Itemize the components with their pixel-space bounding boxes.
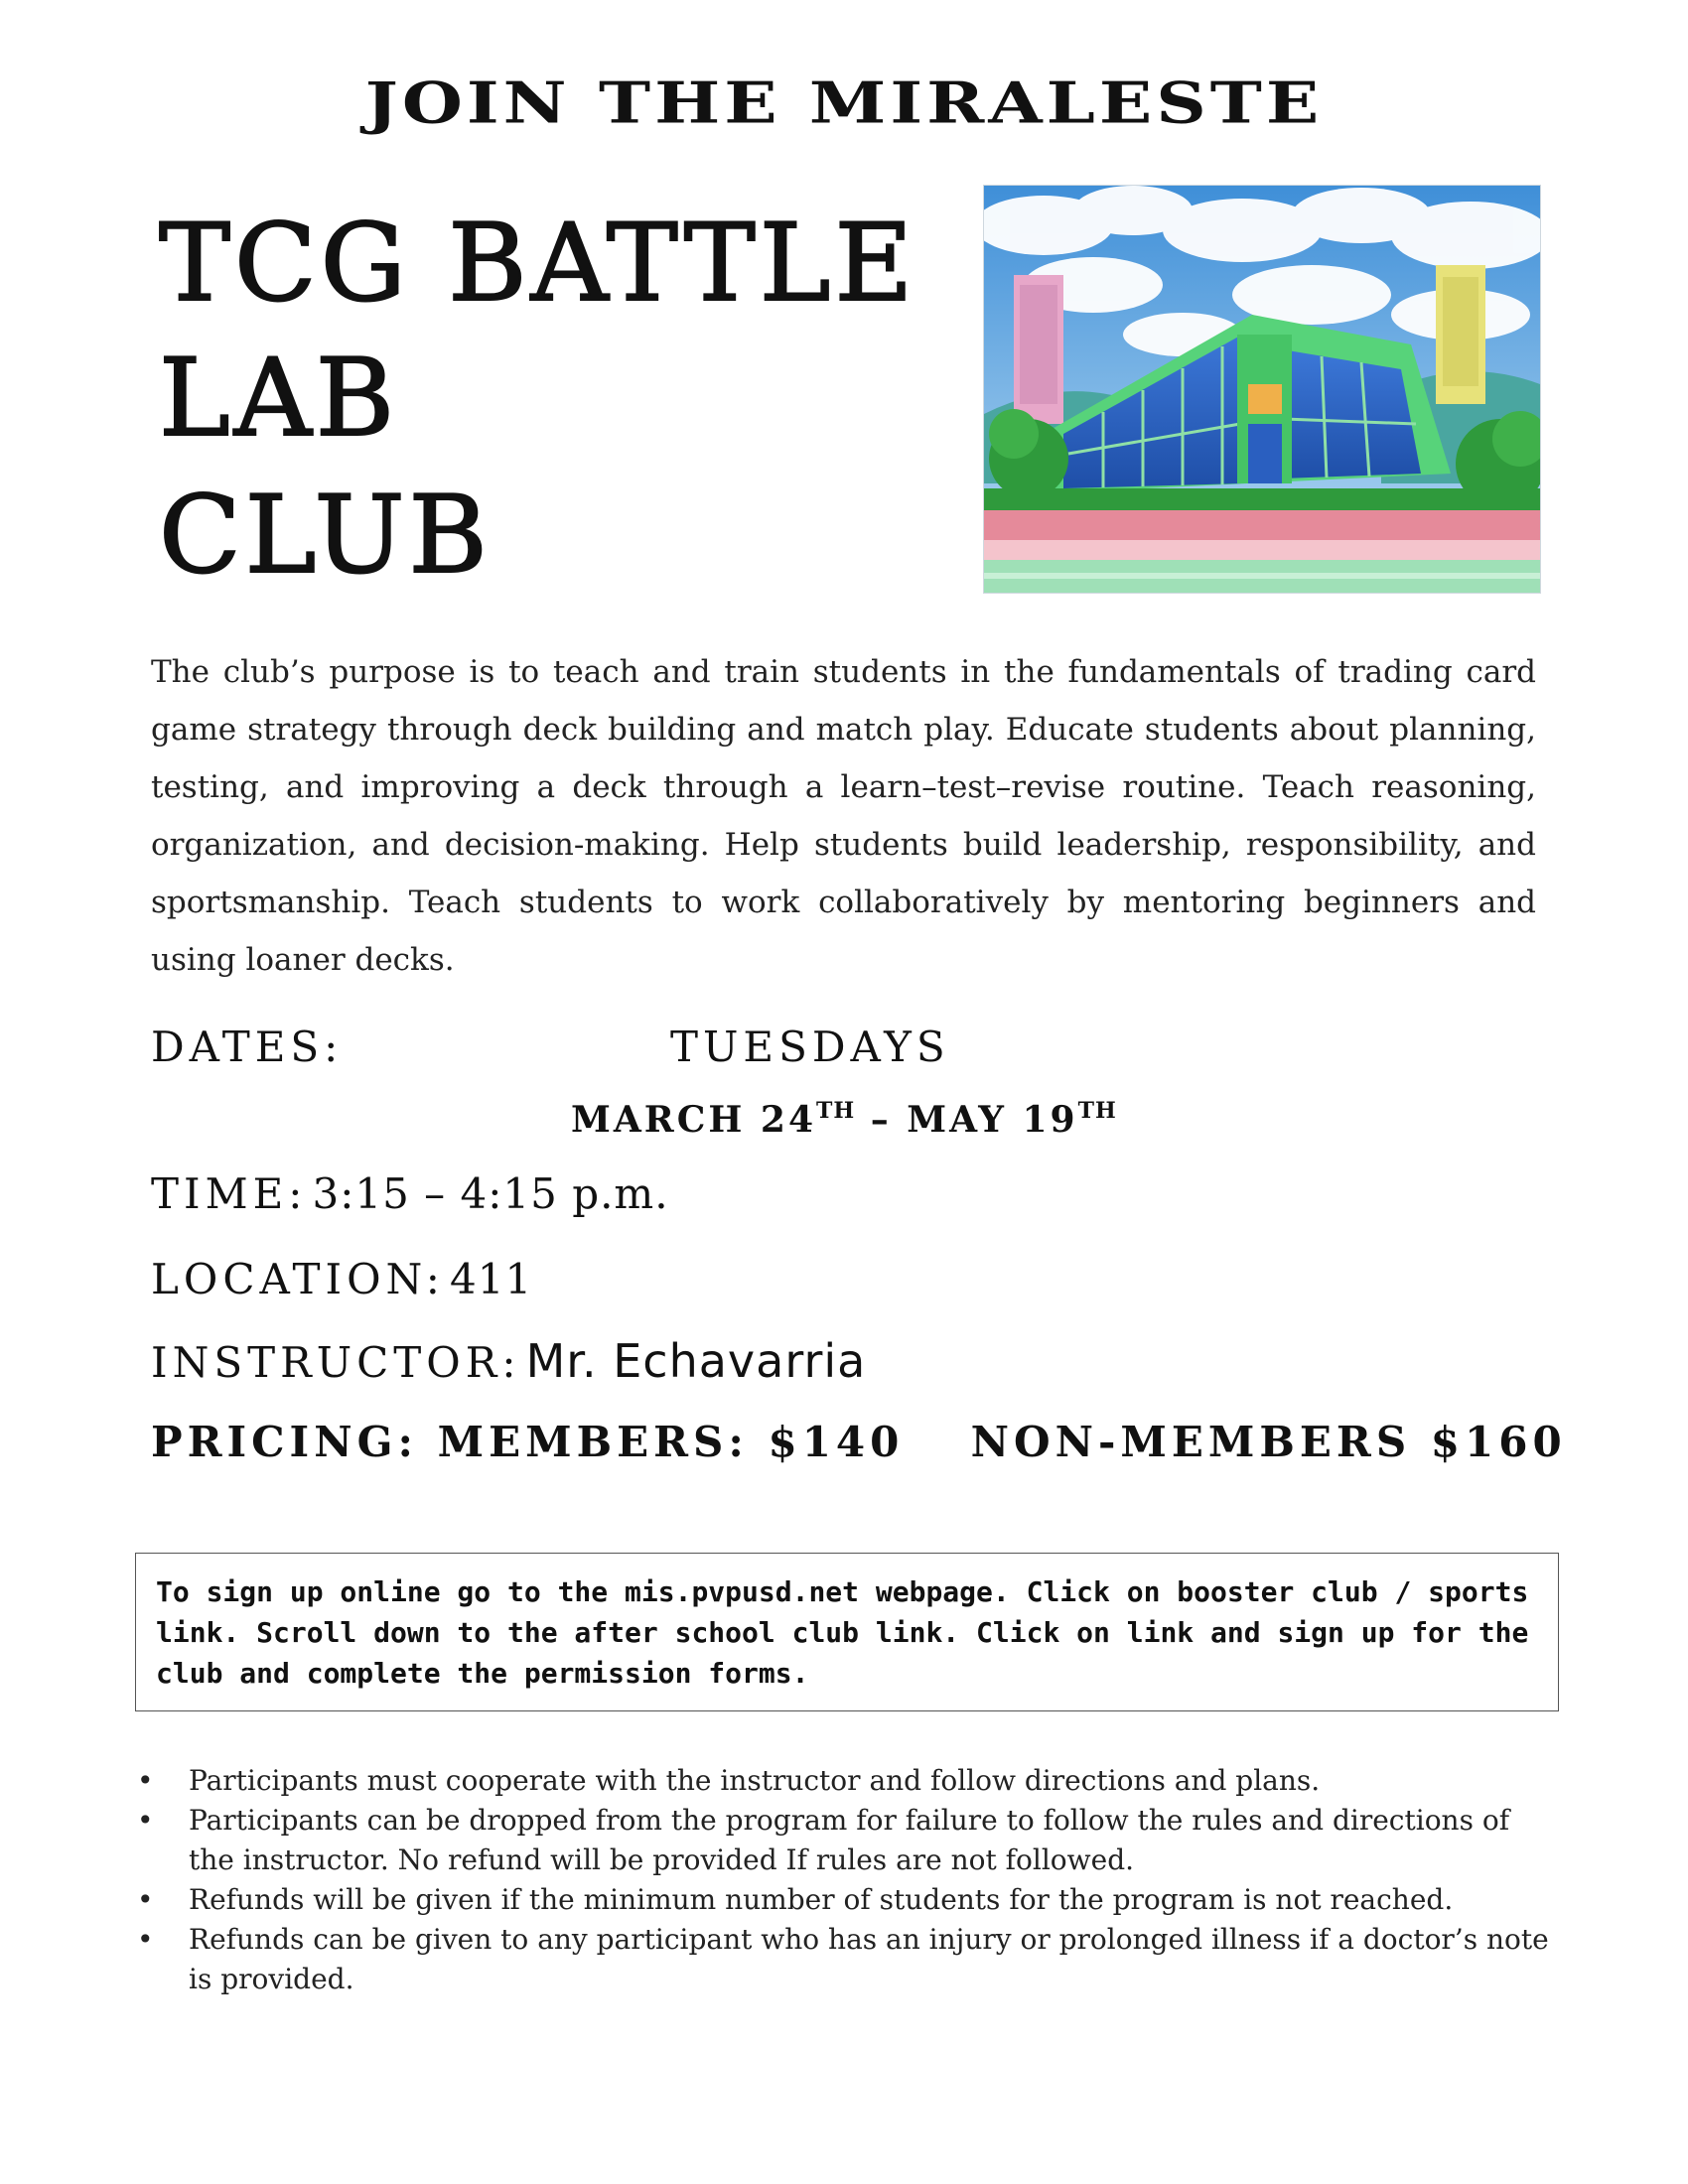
- list-item: [129, 1920, 1559, 1999]
- club-purpose-paragraph: The club’s purpose is to teach and train students in the fundamentals of trading card game strategy through deck building and match play. Educate students about planning, testing, and improving a deck through a learn–test–revise routine. Teach reasoning, organization, and decision-making. Help students build leadership, responsibility, and sportsmanship. Teach students to work collaboratively by mentoring beginners and using loaner decks.: [151, 654, 1536, 978]
- rule-text: Refunds will be given if the minimum number of students for the program is not reached.: [189, 1883, 1454, 1916]
- location-row: [151, 1255, 532, 1303]
- dates-end: MAY 19: [907, 1099, 1078, 1141]
- location-label: LOCATION:: [151, 1255, 445, 1303]
- pricing-non-members: NON-MEMBERS $160: [970, 1418, 1567, 1466]
- rules-list: [129, 1761, 1559, 1999]
- pricing-label: PRICING:: [151, 1418, 418, 1466]
- dates-range: [571, 1098, 1117, 1141]
- bullet-icon: •: [137, 1923, 154, 1956]
- signup-instructions-text: To sign up online go to the mis.pvpusd.net webpage. Click on booster club / sports link. Scroll down to the after school club link. Click on link and sign up for the club and complete the permission forms.: [156, 1575, 1529, 1690]
- location-value: 411: [450, 1255, 533, 1303]
- club-title-line-1: TCG BATTLE: [159, 202, 917, 326]
- rule-text: Participants must cooperate with the instructor and follow directions and plans.: [189, 1764, 1321, 1797]
- time-row: [151, 1169, 669, 1218]
- list-item: [129, 1761, 1559, 1801]
- pricing-members: MEMBERS: $140: [437, 1418, 905, 1466]
- list-item: [129, 1880, 1559, 1920]
- bullet-icon: •: [137, 1764, 154, 1797]
- dates-end-suffix: TH: [1077, 1098, 1117, 1124]
- instructor-row: [151, 1334, 866, 1388]
- club-title-line-3: CLUB: [159, 474, 492, 598]
- building-illustration-icon: [983, 185, 1541, 594]
- instructor-value: Mr. Echavarria: [525, 1334, 867, 1388]
- rule-text: Participants can be dropped from the program for failure to follow the rules and directions of the instructor. No refund will be provided If rules are not followed.: [189, 1804, 1510, 1876]
- list-item: [129, 1801, 1559, 1880]
- join-heading: JOIN THE MIRALESTE: [364, 68, 1324, 137]
- instructor-label: INSTRUCTOR:: [151, 1338, 521, 1387]
- dates-start-suffix: TH: [816, 1098, 856, 1124]
- signup-instructions-box: [135, 1553, 1559, 1711]
- bullet-icon: •: [137, 1883, 154, 1916]
- time-value: 3:15 – 4:15 p.m.: [312, 1169, 669, 1218]
- pricing-row: [151, 1418, 1567, 1466]
- dates-label: DATES:: [151, 1023, 344, 1071]
- rule-text: Refunds can be given to any participant who has an injury or prolonged illness if a doctor’s note is provided.: [189, 1923, 1549, 1995]
- dates-start: MARCH 24: [571, 1099, 816, 1141]
- dates-separator: –: [855, 1099, 908, 1141]
- dates-day: TUESDAYS: [670, 1023, 950, 1071]
- club-title-line-2: LAB: [159, 337, 399, 461]
- time-label: TIME:: [151, 1169, 308, 1218]
- bullet-icon: •: [137, 1804, 154, 1837]
